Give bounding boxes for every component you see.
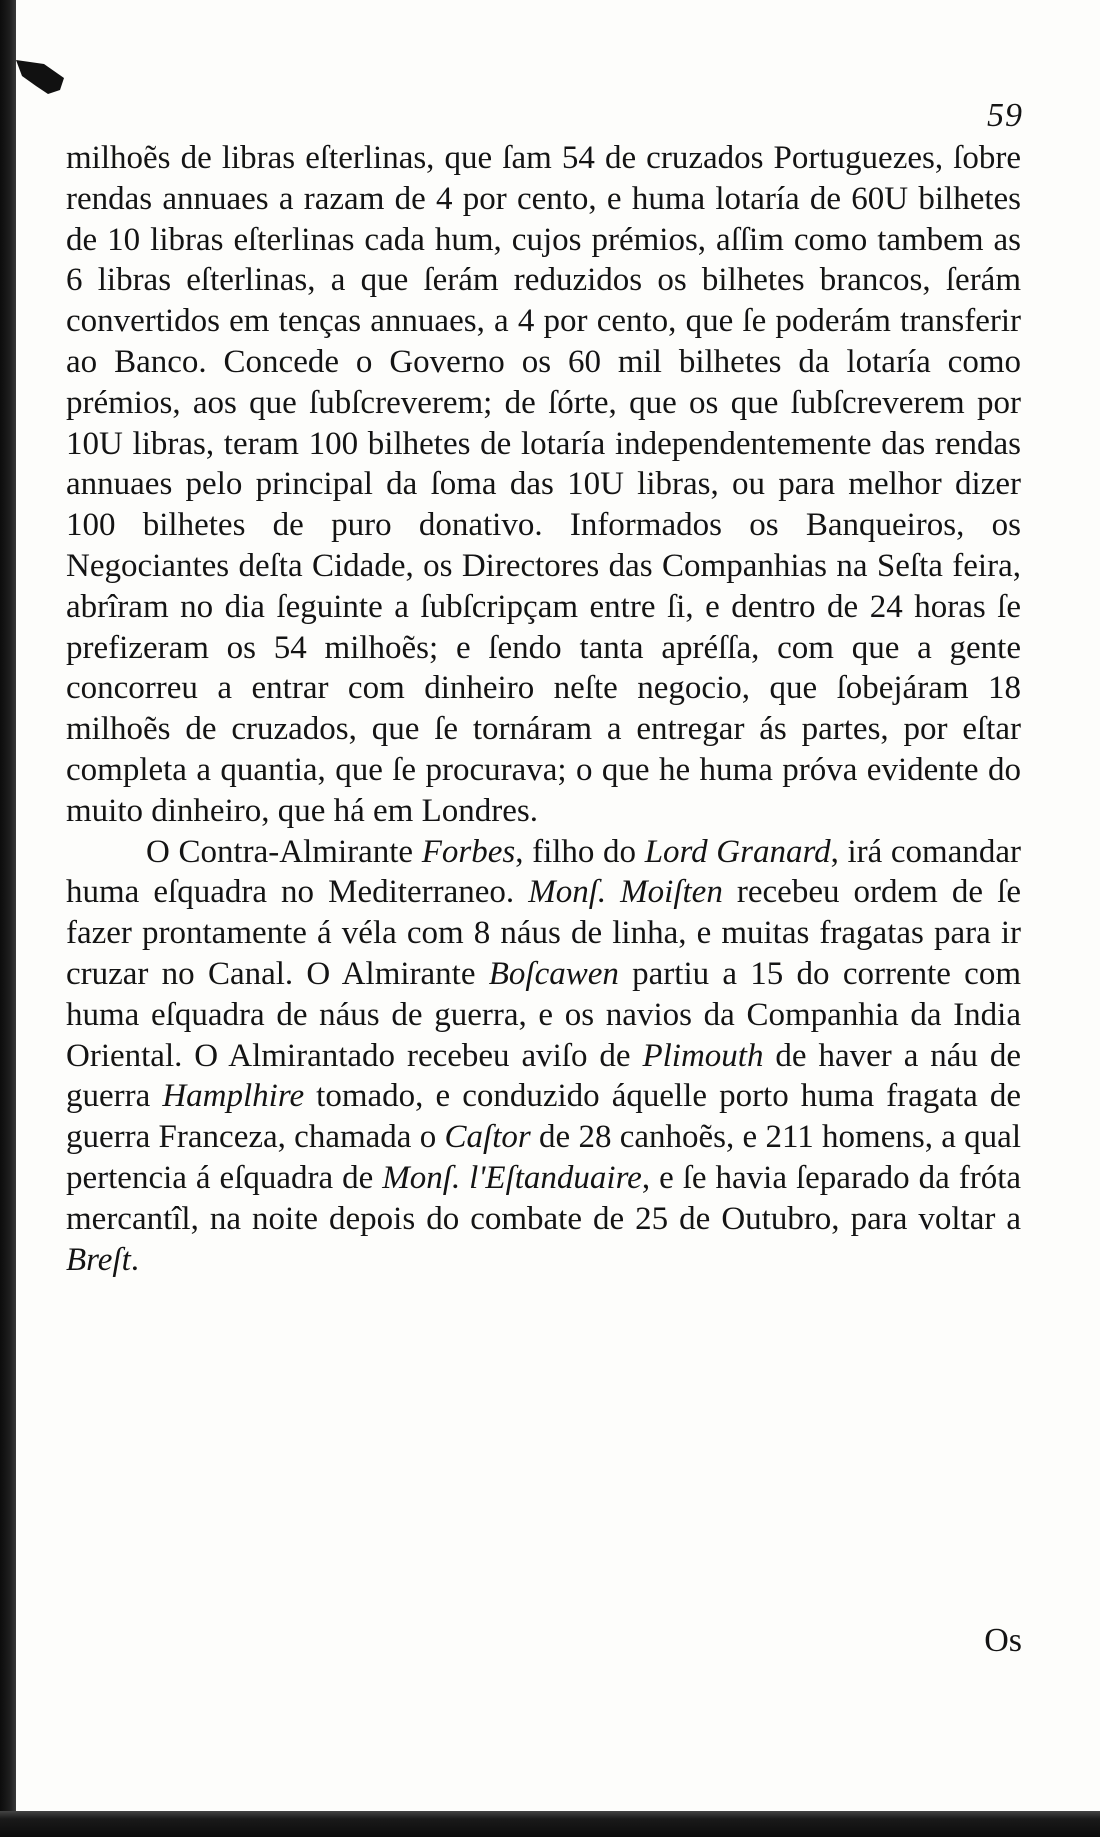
- paragraph-1: milhoẽs de libras eſterlinas, que ſam 54 de cruzados Portuguezes, ſobre rendas annuaes a razam de 4 por cento, e huma lotaría de 60U bilhetes de 10 libras eſterlinas cada hum, cujos prémios, aſſim como tambem as 6 libras eſterlinas, a que ſerám reduzidos os bilhetes brancos, ſerám convertidos em tenças annuaes, a 4 por cento, que ſe poderám transferir ao Banco. Concede o Governo os 60 mil bilhetes da lotaría como prémios, aos que ſubſcreverem; de ſórte, que os que ſubſcreverem por 10U libras, teram 100 bilhetes de lotaría independentemente das rendas annuaes pelo principal da ſoma das 10U libras, ou para melhor dizer 100 bilhetes de puro donativo. Informados os Banqueiros, os Negociantes deſta Cidade, os Directores das Companhias na Seſta feira, abrîram no dia ſeguinte a ſubſcripçam entre ſi, e dentro de 24 horas ſe prefizeram os 54 milhoẽs; e ſendo tanta apréſſa, com que a gente concorreu a entrar com dinheiro neſte negocio, que ſobejáram 18 milhoẽs de cruzados, que ſe tornáram a entregar ás partes, por eſtar completa a quantia, que ſe procurava; o que he huma próva evidente do muito dinheiro, que há em Londres.: [66, 140, 1021, 829]
- paragraph-2: [66, 832, 1021, 1281]
- page-number: 59: [987, 97, 1023, 134]
- name-forbes: Forbes: [421, 833, 516, 870]
- text-run: , irá comandar huma eſquadra no Mediterraneo.: [66, 833, 1022, 911]
- text-run: , filho do: [515, 833, 645, 870]
- ship-castor: Caſtor: [444, 1119, 531, 1156]
- text-run: , e ſe havia ſeparado da fróta mercantîl, na noite depois do combate de 25 de Outubro, para voltar a: [66, 1159, 1022, 1237]
- text-run: tomado, e conduzido áquelle porto huma fragata de guerra Franceza, chamada o: [66, 1078, 1021, 1156]
- place-plimouth: Plimouth: [642, 1037, 764, 1074]
- name-boscawen: Boſcawen: [488, 955, 619, 992]
- text-run: .: [130, 1241, 140, 1278]
- text-run: partiu a 15 do corrente com huma eſquadra de náus de guerra, e os navios da Companhia da India Oriental. O Almirantado recebeu aviſo de: [66, 955, 1021, 1074]
- name-moisten: Monſ. Moiſten: [528, 874, 723, 911]
- ink-blot-decoration: [14, 56, 66, 96]
- text-run: de 28 canhoẽs, e 211 homens, a qual pertencia á eſquadra de: [66, 1119, 1021, 1196]
- body-text: [66, 138, 1021, 1280]
- text-run: recebeu ordem de ſe fazer prontamente á véla com 8 náus de linha, e muitas fragatas para ir cruzar no Canal. O Almirante: [66, 874, 1021, 992]
- text-run: de haver a náu de guerra: [66, 1037, 1021, 1115]
- scan-border-bottom: [0, 1811, 1100, 1837]
- ship-hamplhire: Hamplhire: [162, 1078, 305, 1115]
- text-run: O Contra-Almirante: [146, 833, 422, 870]
- scan-border-left: [0, 0, 16, 1837]
- name-estanduaire: Monſ. l'Eſtanduaire: [382, 1159, 642, 1196]
- catchword: Os: [984, 1622, 1022, 1659]
- name-lord-granard: Lord Granard: [644, 833, 831, 870]
- place-brest: Breſt: [66, 1241, 131, 1278]
